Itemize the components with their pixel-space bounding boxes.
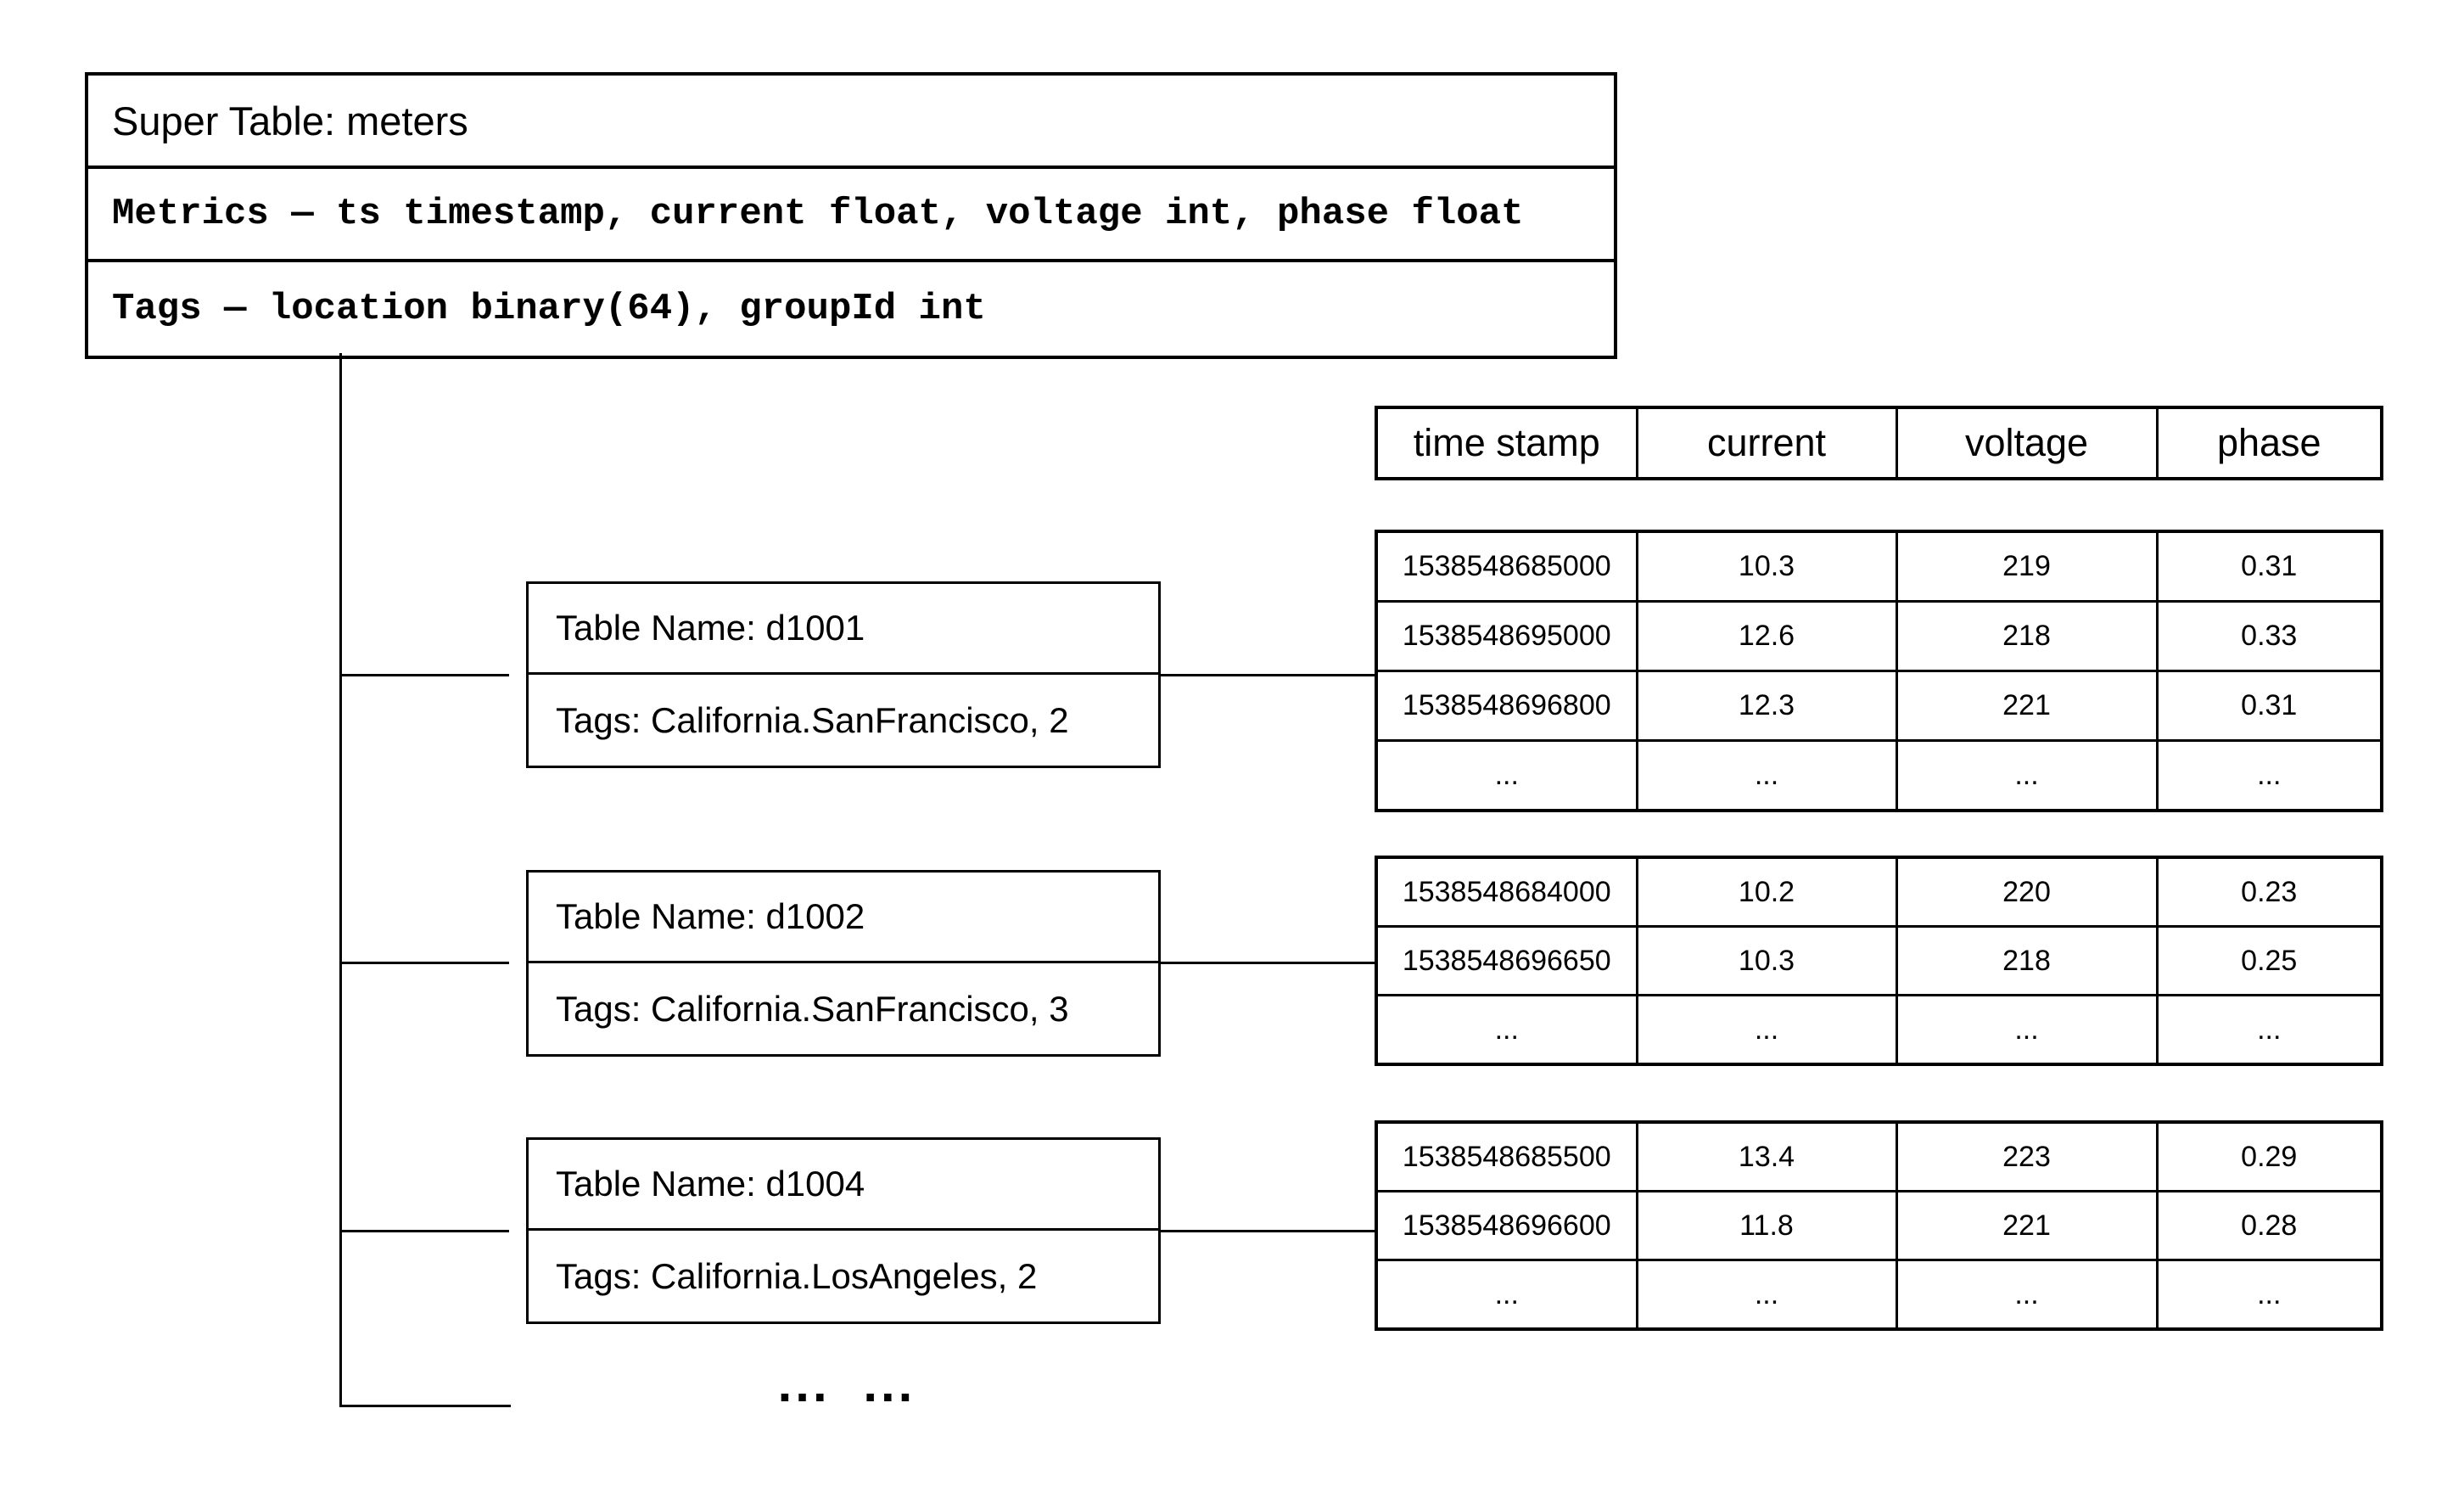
table-cell: 1538548695000	[1376, 602, 1637, 671]
table-cell: 1538548696650	[1376, 927, 1637, 996]
table-row	[1376, 1122, 2382, 1192]
table-row-ellipsis	[1376, 996, 2382, 1065]
table-cell: 11.8	[1637, 1192, 1896, 1260]
table-cell: 10.3	[1637, 927, 1896, 996]
table-cell: ...	[1637, 741, 1896, 811]
super-table-title: Super Table: meters	[88, 76, 1614, 169]
connector-d1004-data	[1161, 1230, 1375, 1232]
table-cell: 221	[1896, 671, 2157, 741]
table-cell: ...	[2157, 741, 2382, 811]
table-cell: 12.3	[1637, 671, 1896, 741]
branch-line-d1004	[341, 1230, 509, 1232]
table-cell: ...	[1376, 996, 1637, 1065]
table-cell: 1538548684000	[1376, 857, 1637, 927]
table-cell: ...	[1637, 996, 1896, 1065]
table-cell: ...	[2157, 996, 2382, 1065]
table-row	[1376, 602, 2382, 671]
table-row-ellipsis	[1376, 1260, 2382, 1330]
header-cell-phase: phase	[2157, 407, 2382, 479]
table-cell: 218	[1896, 927, 2157, 996]
table-row	[1376, 531, 2382, 602]
super-table-metrics: Metrics — ts timestamp, current float, voltage int, phase float	[88, 169, 1614, 262]
table-cell: ...	[1376, 1260, 1637, 1330]
branch-line-more	[341, 1405, 511, 1407]
table-row	[1376, 927, 2382, 996]
branch-line-d1001	[341, 674, 509, 676]
table-cell: 1538548696600	[1376, 1192, 1637, 1260]
data-table-d1001	[1375, 530, 2383, 812]
table-cell: ...	[1637, 1260, 1896, 1330]
table-cell: 1538548696800	[1376, 671, 1637, 741]
trunk-line	[339, 353, 342, 1407]
table-row-ellipsis	[1376, 741, 2382, 811]
connector-d1002-data	[1161, 962, 1375, 964]
subtable-name: Table Name: d1001	[529, 584, 1158, 675]
table-cell: ...	[2157, 1260, 2382, 1330]
connector-d1001-data	[1161, 674, 1375, 676]
table-cell: 0.28	[2157, 1192, 2382, 1260]
table-cell: 218	[1896, 602, 2157, 671]
data-table-d1002	[1375, 856, 2383, 1066]
subtable-box-d1001	[526, 581, 1161, 768]
table-cell: 10.2	[1637, 857, 1896, 927]
table-cell: 13.4	[1637, 1122, 1896, 1192]
table-cell: 1538548685000	[1376, 531, 1637, 602]
table-cell: 219	[1896, 531, 2157, 602]
subtable-tags: Tags: California.SanFrancisco, 3	[556, 988, 1069, 1029]
subtable-box-d1004	[526, 1137, 1161, 1324]
subtable-name: Table Name: d1004	[529, 1140, 1158, 1231]
table-cell: 10.3	[1637, 531, 1896, 602]
table-cell: ...	[1896, 996, 2157, 1065]
column-header-table	[1375, 406, 2383, 480]
table-cell: 12.6	[1637, 602, 1896, 671]
super-table-box	[85, 72, 1617, 359]
table-cell: 0.25	[2157, 927, 2382, 996]
header-cell-timestamp: time stamp	[1376, 407, 1637, 479]
table-cell: 221	[1896, 1192, 2157, 1260]
table-cell: 0.31	[2157, 671, 2382, 741]
table-cell: 0.31	[2157, 531, 2382, 602]
table-cell: ...	[1896, 1260, 2157, 1330]
table-cell: 223	[1896, 1122, 2157, 1192]
table-cell: 0.29	[2157, 1122, 2382, 1192]
header-row	[1376, 407, 2382, 479]
more-tables-ellipsis: ... ...	[777, 1355, 916, 1412]
table-row	[1376, 1192, 2382, 1260]
subtable-box-d1002	[526, 870, 1161, 1057]
branch-line-d1002	[341, 962, 509, 964]
subtable-tags: Tags: California.LosAngeles, 2	[556, 1255, 1038, 1296]
table-cell: ...	[1896, 741, 2157, 811]
table-cell: 0.33	[2157, 602, 2382, 671]
data-table-d1004	[1375, 1120, 2383, 1331]
table-cell: 220	[1896, 857, 2157, 927]
table-cell: 1538548685500	[1376, 1122, 1637, 1192]
super-table-tags: Tags — location binary(64), groupId int	[112, 288, 986, 330]
subtable-tags: Tags: California.SanFrancisco, 2	[556, 699, 1069, 740]
header-cell-voltage: voltage	[1896, 407, 2157, 479]
table-row	[1376, 857, 2382, 927]
table-cell: ...	[1376, 741, 1637, 811]
table-row	[1376, 671, 2382, 741]
table-cell: 0.23	[2157, 857, 2382, 927]
header-cell-current: current	[1637, 407, 1896, 479]
subtable-name: Table Name: d1002	[529, 873, 1158, 963]
